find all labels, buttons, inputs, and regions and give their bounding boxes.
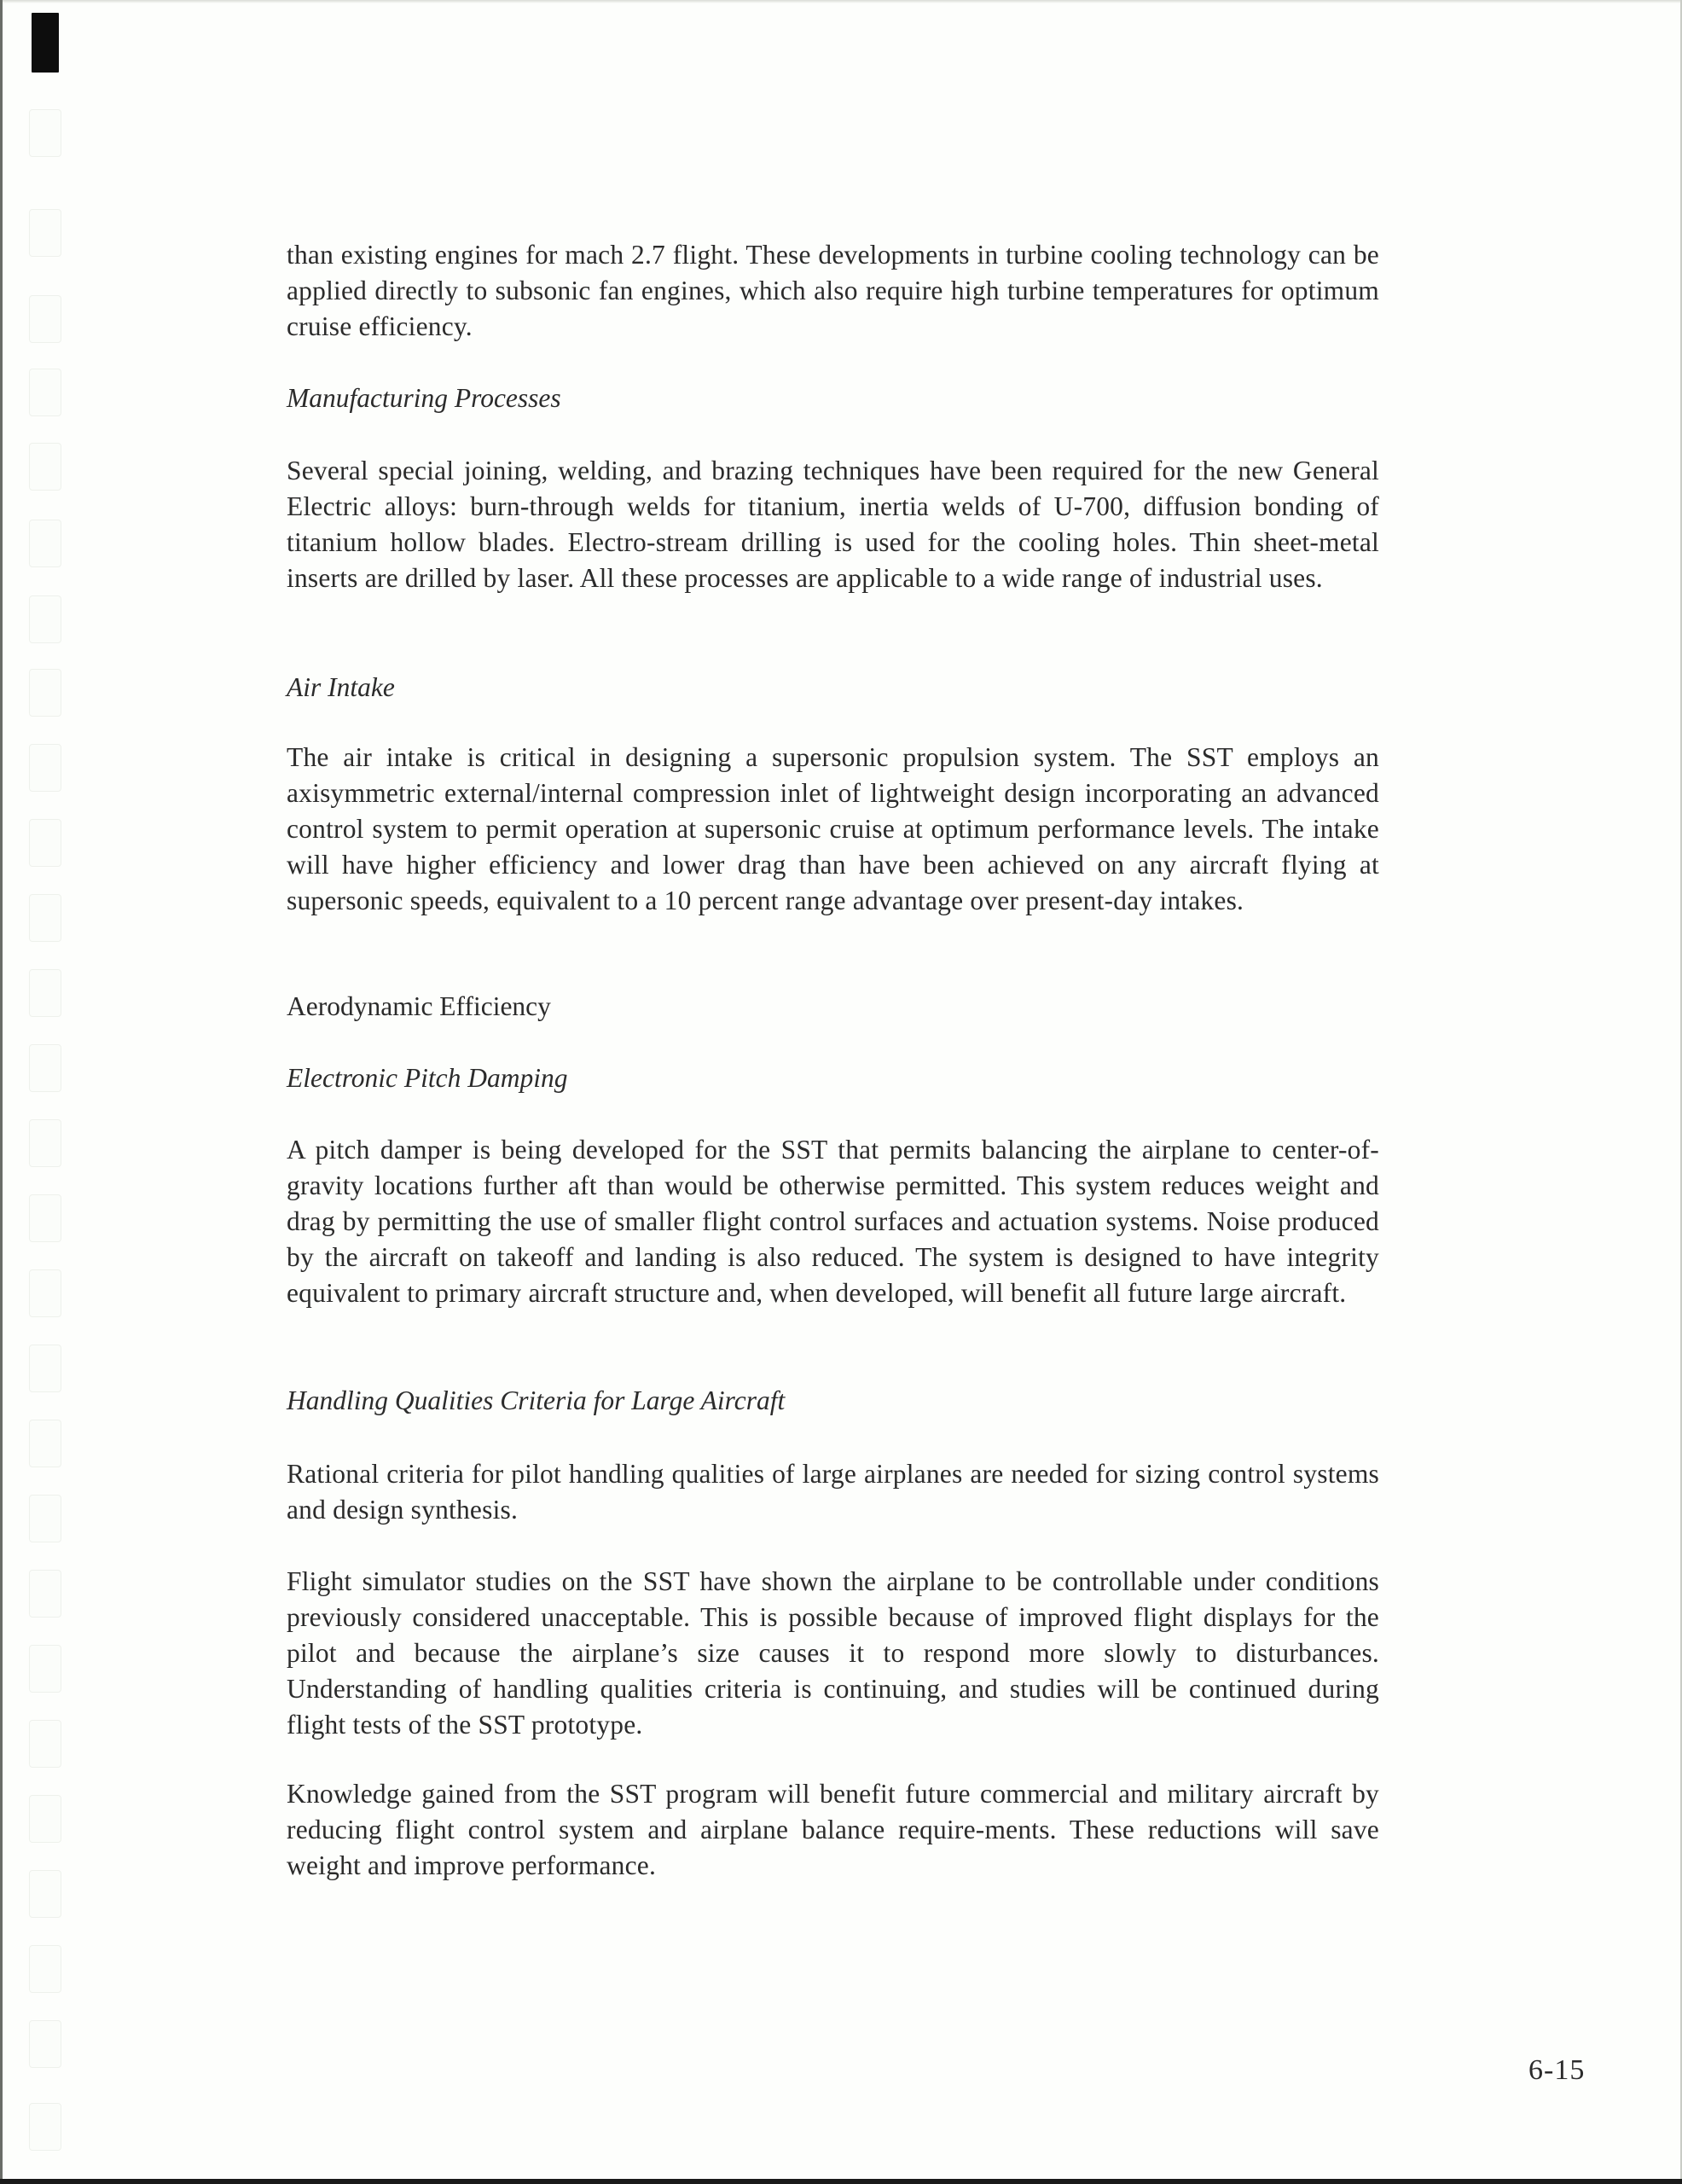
heading-manufacturing-processes-block [287,380,1379,416]
paragraph-text: Flight simulator studies on the SST have shown the airplane to be controllable under conditions previously considered unacceptable. This is possible because of improved flight displays for the pilot and because the airplane’s size causes it to respond more slowly to disturbances. Understanding of handling qualities criteria is continuing, and studies will be continued during flight tests of the SST prototype. [287,1566,1379,1740]
punch-hole [29,1495,61,1542]
heading-manufacturing-processes: Manufacturing Processes [287,383,561,413]
heading-air-intake-block [287,670,1379,706]
punch-hole [29,1269,61,1317]
punch-hole [29,1044,61,1092]
punch-hole [29,443,61,491]
paragraph-flight-simulator [287,1564,1379,1743]
heading-handling-qualities-block [287,1383,1379,1419]
page-bottom-edge [0,2179,1682,2184]
punch-hole [29,1720,61,1768]
paragraph-air-intake [287,740,1379,919]
punch-hole [29,1645,61,1693]
paragraph-turbine-cooling [287,237,1379,345]
punch-hole [29,819,61,867]
punch-hole [29,520,61,567]
punch-hole [29,1420,61,1467]
punch-hole [29,1945,61,1993]
heading-handling-qualities: Handling Qualities Criteria for Large Aircraft [287,1385,786,1415]
paragraph-text: The air intake is critical in designing a supersonic propulsion system. The SST employs an axisymmetric external/internal compression inlet of lightweight design incorporating an advanced control system to permit operation at supersonic cruise at optimum performance levels. The intake will have higher efficiency and lower drag than have been achieved on any aircraft flying at supersonic speeds, equivalent to a 10 percent range advantage over present-day intakes. [287,742,1379,915]
heading-air-intake: Air Intake [287,672,395,702]
paragraph-text: Several special joining, welding, and brazing techniques have been required for the new General Electric alloys: burn-through welds for titanium, inertia welds of U-700, diffusion bonding of titanium hollow blades. Electro-stream drilling is used for the cooling holes. Thin sheet-metal inserts are drilled by laser. All these processes are applicable to a wide range of industrial uses. [287,456,1379,593]
heading-aerodynamic-efficiency-block [287,989,1379,1025]
punch-hole [29,1795,61,1843]
paragraph-text: Rational criteria for pilot handling qualities of large airplanes are needed for sizing control systems and design synthesis. [287,1459,1379,1525]
paragraph-text: than existing engines for mach 2.7 flight. These developments in turbine cooling technology can be applied directly to subsonic fan engines, which also require high turbine temperatures for optimum cruise efficiency. [287,240,1379,341]
punch-hole [29,1119,61,1167]
paragraph-text: Knowledge gained from the SST program will benefit future commercial and military aircraft by reducing flight control system and airplane balance require-ments. These reductions will save weight and improve performance. [287,1779,1379,1880]
paragraph-knowledge-gained [287,1776,1379,1884]
page-top-edge [0,0,1682,3]
page-number: 6-15 [1528,2054,1586,2086]
paragraph-rational-criteria [287,1456,1379,1528]
punch-hole [29,894,61,942]
punch-hole [29,595,61,643]
heading-electronic-pitch-damping: Electronic Pitch Damping [287,1063,568,1093]
punch-hole [29,2020,61,2068]
paragraph-text: A pitch damper is being developed for the SST that permits balancing the airplane to center-of-gravity locations further aft than would be otherwise permitted. This system reduces weight and drag by permitting the use of smaller flight control surfaces and actuation systems. Noise produced by the aircraft on takeoff and landing is also reduced. The system is designed to have integrity equivalent to primary aircraft structure and, when developed, will benefit all future large aircraft. [287,1135,1379,1308]
punch-hole [29,1570,61,1618]
punch-hole [29,295,61,343]
punch-hole [29,969,61,1017]
punch-hole [29,369,61,416]
binder-punch-holes [29,0,63,2184]
page-left-edge [0,0,3,2184]
punch-hole [29,1194,61,1242]
punch-hole [29,209,61,257]
punch-hole [29,109,61,157]
paragraph-manufacturing [287,453,1379,596]
heading-electronic-pitch-damping-block [287,1060,1379,1096]
punch-hole [29,744,61,792]
paragraph-pitch-damping [287,1132,1379,1311]
punch-hole [29,1345,61,1392]
punch-hole [29,1870,61,1918]
punch-hole [29,669,61,717]
heading-aerodynamic-efficiency: Aerodynamic Efficiency [287,991,551,1021]
punch-hole [29,2103,61,2151]
